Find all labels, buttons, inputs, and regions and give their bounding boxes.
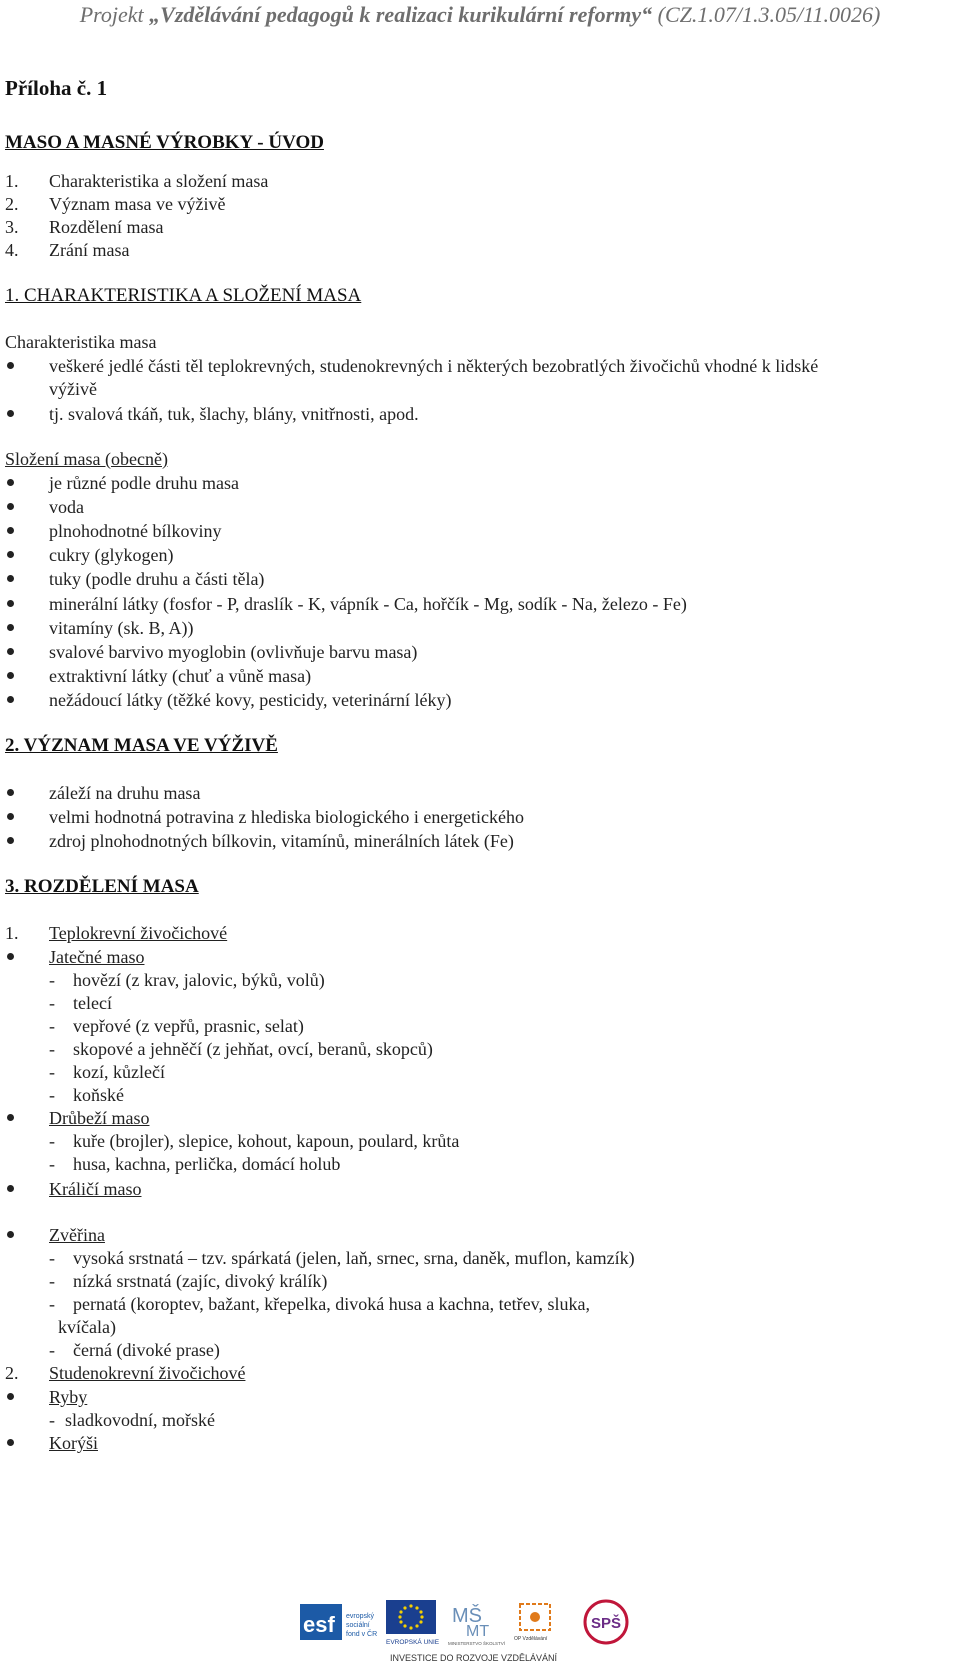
bullet-icon: [5, 570, 17, 582]
bullet-icon: [5, 643, 17, 655]
svg-text:EVROPSKÁ UNIE: EVROPSKÁ UNIE: [386, 1639, 440, 1646]
list-item-continuation: výživě: [49, 379, 97, 399]
header-prefix: Projekt: [79, 2, 150, 27]
annex-label: Příloha č. 1: [5, 76, 108, 100]
bullet-icon: [5, 546, 17, 558]
bullet-icon: [5, 784, 17, 796]
bullet-icon: [5, 357, 17, 369]
svg-text:evropský: evropský: [346, 1613, 375, 1620]
page-header: [0, 2, 960, 28]
svg-text:MŠ: MŠ: [452, 1605, 482, 1627]
bullet-icon: [5, 1434, 17, 1446]
bullet-icon: [5, 522, 17, 534]
bullet-icon: [5, 691, 17, 703]
bullet-icon: [5, 595, 17, 607]
category-fish: Ryby: [49, 1387, 88, 1407]
list-item: minerální látky (fosfor - P, draslík - K, vápník - Ca, hořčík - Mg, sodík - Na, železo - Fe): [49, 594, 687, 614]
bullet-icon: [5, 1109, 17, 1121]
svg-text:MT: MT: [466, 1623, 490, 1640]
subheading-composition: Složení masa (obecně): [5, 449, 168, 469]
list-item: cukry (glykogen): [49, 545, 174, 565]
bullet-icon: [5, 948, 17, 960]
svg-text:OP Vzdělávání: OP Vzdělávání: [514, 1636, 548, 1642]
footer-caption: INVESTICE DO ROZVOJE VZDĚLÁVÁNÍ: [390, 1653, 558, 1663]
category-crustaceans: Korýši: [49, 1433, 98, 1453]
list-item: plnohodnotné bílkoviny: [49, 521, 222, 541]
bullet-icon: [5, 808, 17, 820]
list-item: je různé podle druhu masa: [49, 473, 239, 493]
category-poultry: Drůbeží maso: [49, 1108, 150, 1128]
eu-flag-logo: [382, 1598, 444, 1648]
svg-text:fond v ČR: fond v ČR: [346, 1631, 378, 1638]
list-item: vitamíny (sk. B, A)): [49, 618, 194, 638]
svg-text:sociální: sociální: [346, 1622, 370, 1629]
group-heading-warm-blooded: Teplokrevní živočichové: [49, 923, 228, 943]
esf-logo: [300, 1598, 380, 1648]
bullet-icon: [5, 405, 17, 417]
document-title: MASO A MASNÉ VÝROBKY - ÚVOD: [5, 132, 324, 153]
dash-item-continuation: kvíčala): [58, 1317, 116, 1337]
section-heading-2: 2. VÝZNAM MASA VE VÝŽIVĚ: [5, 735, 278, 756]
group-number: 2.: [5, 1363, 19, 1383]
op-vk-logo: [514, 1598, 574, 1648]
msmt-logo: [448, 1598, 512, 1648]
header-project-code: (CZ.1.07/1.3.05/11.0026): [652, 2, 881, 27]
section-heading-3: 3. ROZDĚLENÍ MASA: [5, 876, 199, 897]
list-item: voda: [49, 497, 84, 517]
bullet-icon: [5, 498, 17, 510]
bullet-icon: [5, 1180, 17, 1192]
bullet-icon: [5, 1226, 17, 1238]
list-item: záleží na druhu masa: [49, 783, 201, 803]
category-rabbit: Králičí maso: [49, 1179, 142, 1199]
category-game: Zvěřina: [49, 1225, 105, 1245]
list-item: veškeré jedlé části těl teplokrevných, studenokrevných i některých bezobratlých živočichů vhodné k lidské: [49, 356, 819, 376]
section-heading-1: 1. CHARAKTERISTIKA A SLOŽENÍ MASA: [5, 285, 362, 306]
list-item: svalové barvivo myoglobin (ovlivňuje barvu masa): [49, 642, 418, 662]
partner-logo: [578, 1598, 634, 1648]
footer-logos: [300, 1598, 650, 1668]
list-item: zdroj plnohodnotných bílkovin, vitamínů, minerálních látek (Fe): [49, 831, 514, 851]
svg-text:SPŠ: SPŠ: [591, 1615, 622, 1632]
list-item: extraktivní látky (chuť a vůně masa): [49, 666, 312, 686]
header-project-name: „Vzdělávání pedagogů k realizaci kurikulární reformy“: [149, 2, 653, 27]
list-item: velmi hodnotná potravina z hlediska biologického i energetického: [49, 807, 525, 827]
bullet-icon: [5, 1388, 17, 1400]
bullet-icon: [5, 832, 17, 844]
svg-text:esf: esf: [303, 1612, 335, 1637]
list-item: tuky (podle druhu a části těla): [49, 569, 265, 589]
svg-text:MINISTERSTVO ŠKOLSTVÍ: MINISTERSTVO ŠKOLSTVÍ: [448, 1641, 506, 1646]
bullet-icon: [5, 619, 17, 631]
bullet-icon: [5, 667, 17, 679]
bullet-icon: [5, 474, 17, 486]
category-slaughter-meat: Jatečné maso: [49, 947, 145, 967]
subheading-characteristics: Charakteristika masa: [5, 332, 157, 352]
list-item: tj. svalová tkáň, tuk, šlachy, blány, vnitřnosti, apod.: [49, 404, 419, 424]
group-number: 1.: [5, 923, 19, 943]
list-item: nežádoucí látky (těžké kovy, pesticidy, veterinární léky): [49, 690, 452, 710]
group-heading-cold-blooded: Studenokrevní živočichové: [49, 1363, 246, 1383]
